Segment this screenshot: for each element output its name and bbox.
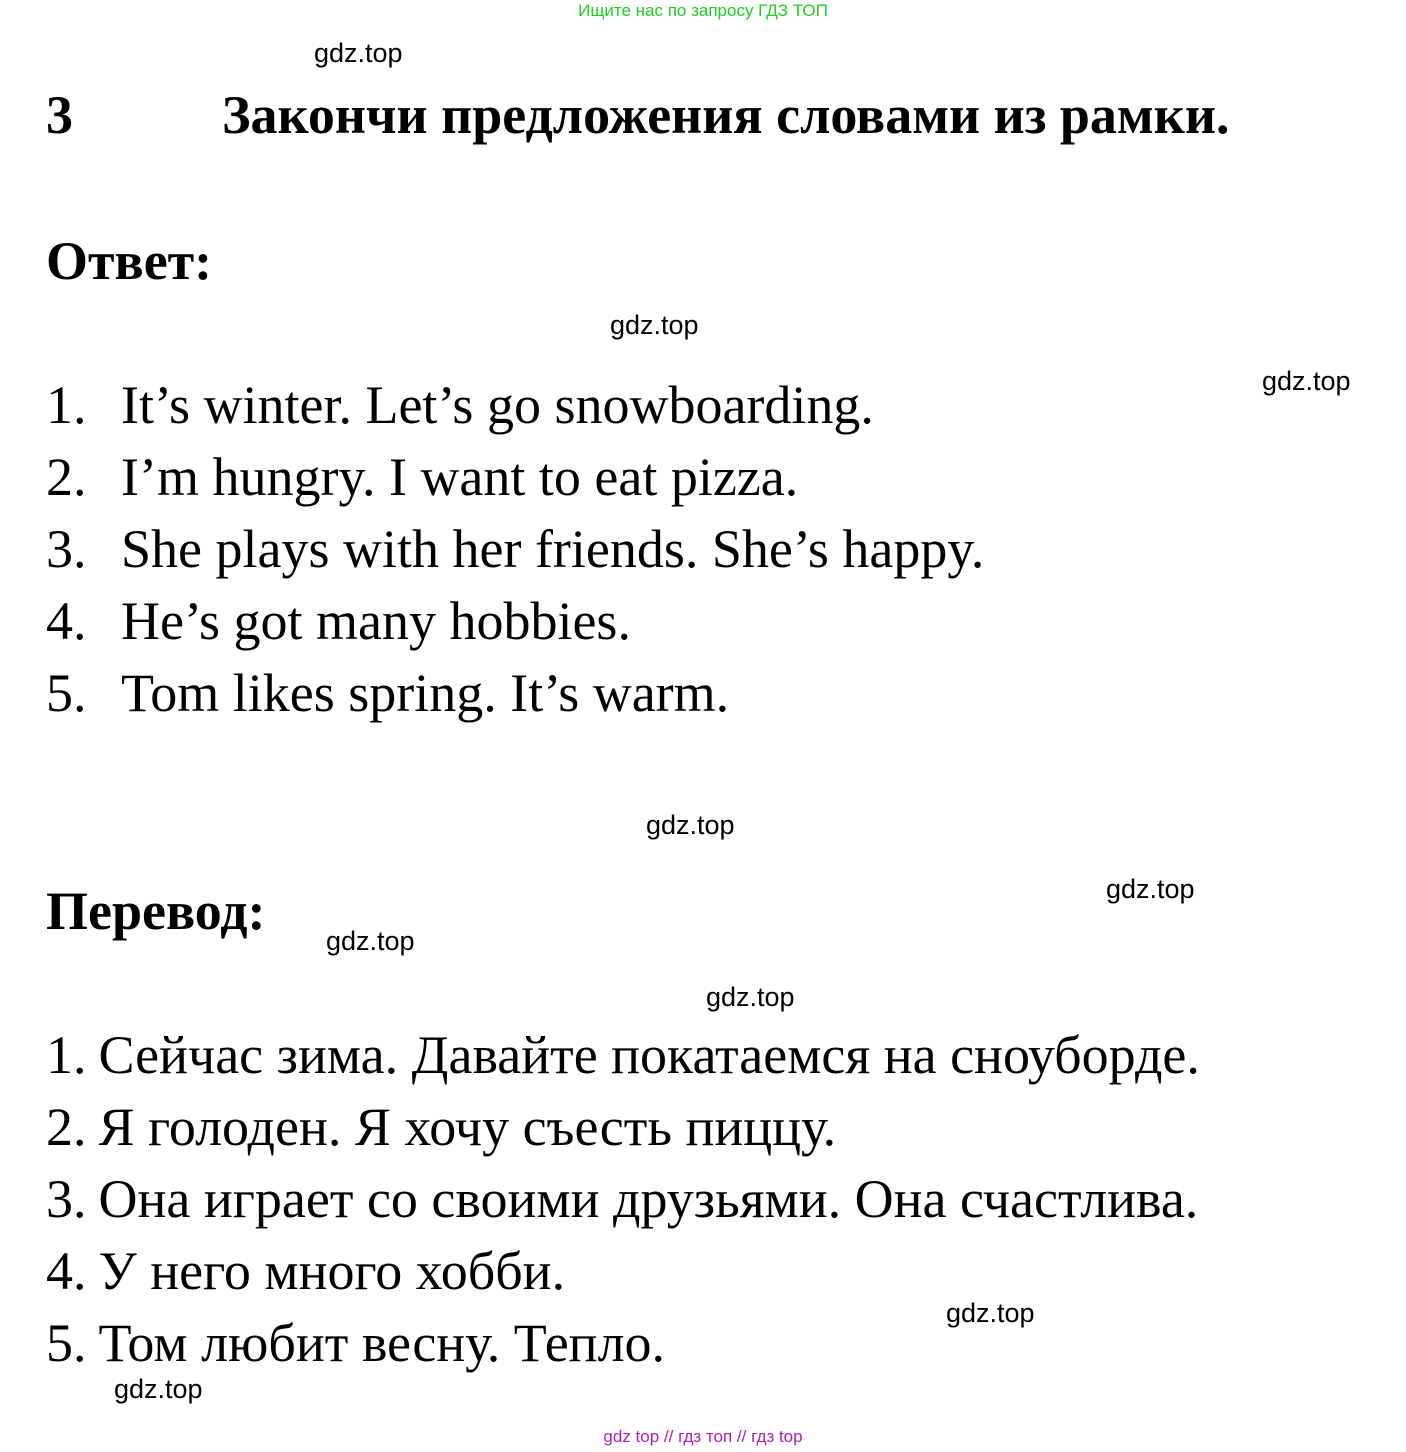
watermark: gdz.top: [610, 310, 699, 340]
answer-line-number: 5.: [46, 663, 87, 723]
watermark: gdz.top: [314, 38, 403, 68]
watermark: gdz.top: [646, 810, 735, 840]
answer-line-text: Tom likes spring. It’s warm.: [121, 663, 730, 723]
translation-line-text: Она играет со своими друзьями. Она счастлива.: [98, 1169, 1199, 1229]
translation-line-number: 3.: [46, 1169, 87, 1229]
answer-line-4: [46, 590, 631, 652]
answer-line-number: 4.: [46, 591, 87, 651]
answer-line-text: It’s winter. Let’s go snowboarding.: [121, 375, 874, 435]
answer-line-text: I’m hungry. I want to eat pizza.: [121, 447, 799, 507]
watermark: gdz.top: [706, 982, 795, 1012]
watermark: gdz.top: [1106, 874, 1195, 904]
translation-heading: Перевод:: [46, 881, 266, 941]
answer-line-5: [46, 662, 729, 724]
translation-line-text: Сейчас зима. Давайте покатаемся на сноуборде.: [98, 1025, 1200, 1085]
top-banner: Ищите нас по запросу ГДЗ ТОП: [578, 1, 828, 20]
translation-line-5: [46, 1312, 665, 1374]
task-number: 3: [46, 85, 73, 145]
watermark: gdz.top: [946, 1298, 1035, 1328]
watermark: gdz.top: [1262, 366, 1351, 396]
answer-line-1: [46, 374, 874, 436]
answer-line-3: [46, 518, 984, 580]
translation-line-number: 5.: [46, 1313, 87, 1373]
translation-line-text: У него много хобби.: [98, 1241, 566, 1301]
watermark: gdz.top: [326, 926, 415, 956]
answer-line-text: He’s got many hobbies.: [121, 591, 631, 651]
translation-line-number: 4.: [46, 1241, 87, 1301]
answer-line-number: 1.: [46, 375, 87, 435]
translation-line-3: [46, 1168, 1198, 1230]
answer-line-2: [46, 446, 798, 508]
translation-line-2: [46, 1096, 836, 1158]
translation-line-4: [46, 1240, 565, 1302]
translation-line-text: Я голоден. Я хочу съесть пиццу.: [98, 1097, 837, 1157]
translation-line-text: Том любит весну. Тепло.: [98, 1313, 666, 1373]
translation-line-number: 2.: [46, 1097, 87, 1157]
task-title: Закончи предложения словами из рамки.: [222, 85, 1230, 145]
answer-line-text: She plays with her friends. She’s happy.: [121, 519, 985, 579]
answer-line-number: 2.: [46, 447, 87, 507]
footer-links: gdz top // гдз топ // гдз top: [603, 1427, 803, 1446]
watermark: gdz.top: [114, 1374, 203, 1404]
answer-heading: Ответ:: [46, 231, 213, 291]
translation-line-1: [46, 1024, 1200, 1086]
translation-line-number: 1.: [46, 1025, 87, 1085]
answer-line-number: 3.: [46, 519, 87, 579]
